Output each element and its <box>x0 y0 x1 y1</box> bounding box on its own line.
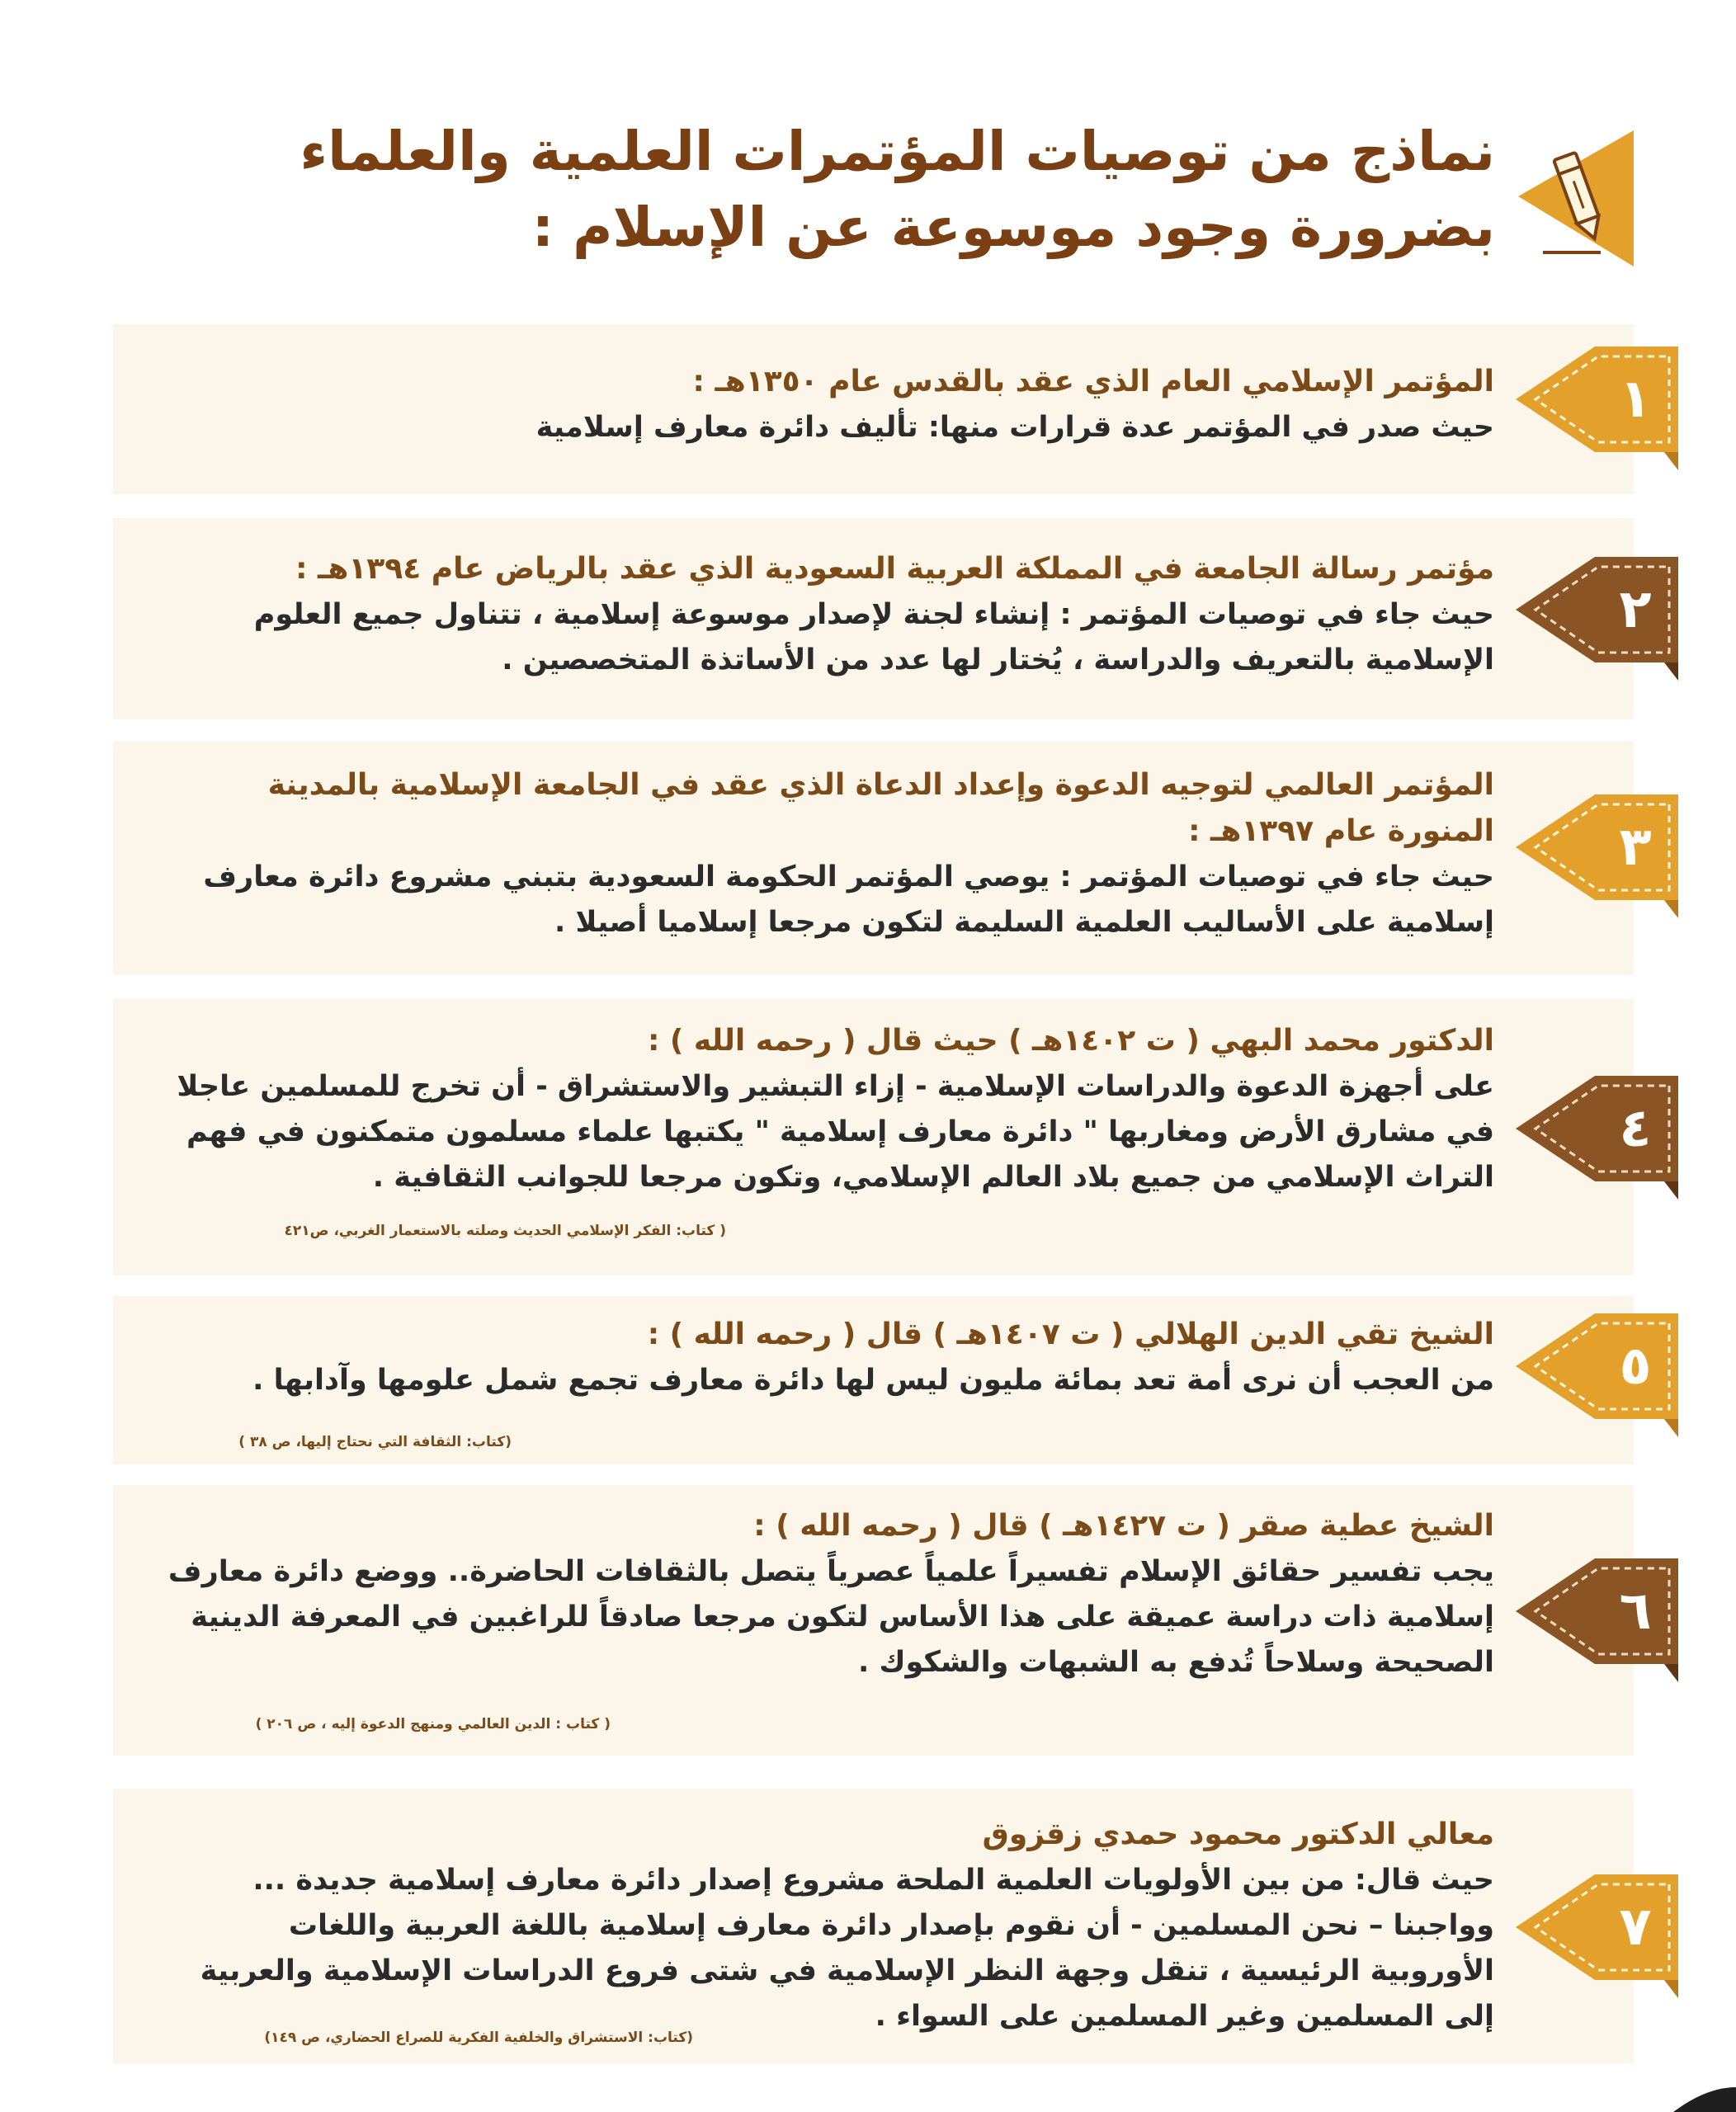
title-line-2: بضرورة وجود موسوعة عن الإسلام : <box>531 196 1495 259</box>
item-body: من العجب أن نرى أمة تعد بمائة مليون ليس لها دائرة معارف تجمع شمل علومها وآدابها . <box>252 1364 1494 1397</box>
item-heading: الدكتور محمد البهي ( ت ١٤٠٢هـ ) حيث قال ( رحمه الله ) : <box>647 1024 1494 1058</box>
badge-number: ١ <box>1619 369 1652 430</box>
item-heading: المؤتمر الإسلامي العام الذي عقد بالقدس عام ١٣٥٠هـ : <box>692 365 1494 398</box>
badge-number: ٣ <box>1619 817 1652 878</box>
item-text-7 <box>166 1812 1494 2039</box>
item-source: (كتاب: الثقافة التي نحتاج إليها، ص ٣٨ ) <box>238 1434 512 1450</box>
number-badge-7 <box>1516 1874 1681 1990</box>
badge-number: ٢ <box>1619 579 1652 640</box>
item-source: ( كتاب : الدين العالمي ومنهج الدعوة إليه ، ص ٢٠٦ ) <box>255 1716 611 1732</box>
item-body: حيث قال: من بين الأولويات العلمية الملحة مشروع إصدار دائرة معارف إسلامية جديدة ... وواجبنا – نحن المسلمين - أن نقوم بإصدار دائرة معارف إسلامية باللغة العربية واللغات الأوروبية الرئيسية ، تنقل وجهة النظر الإسلامية في شتى فروع الدراسات الإسلامية والعربية إلى المسلمين وغير المسلمين على السواء . <box>200 1864 1494 2033</box>
item-text-3 <box>166 762 1494 945</box>
item-heading: المؤتمر العالمي لتوجيه الدعوة وإعداد الدعاة الذي عقد في الجامعة الإسلامية بالمدينة المنورة عام ١٣٩٧هـ : <box>267 768 1494 848</box>
item-body: على أجهزة الدعوة والدراسات الإسلامية - إزاء التبشير والاستشراق - أن تخرج للمسلمين عاجلا في مشارق الأرض ومغاربها " دائرة معارف إسلامية " يكتبها علماء مسلمون متمكنون في فهم التراث الإسلامي من جميع بلاد العالم الإسلامي، وتكون مرجعا للجوانب الثقافية . <box>177 1070 1494 1194</box>
item-text-1 <box>166 359 1494 450</box>
corner-decoration <box>1673 2087 1736 2112</box>
item-source: ( كتاب: الفكر الإسلامي الحديث وصلته بالاستعمار الغربي، ص٤٢١ <box>284 1223 726 1239</box>
number-badge-6 <box>1516 1558 1681 1674</box>
pencil-icon <box>1518 130 1642 266</box>
badge-number: ٦ <box>1619 1581 1652 1642</box>
title-line-1: نماذج من توصيات المؤتمرات العلمية والعلماء <box>300 120 1495 183</box>
item-source: (كتاب: الاستشراق والخلفية الفكرية للصراع الحضاري، ص ١٤٩) <box>264 2030 693 2046</box>
item-heading: الشيخ عطية صقر ( ت ١٤٢٧هـ ) قال ( رحمه الله ) : <box>753 1509 1494 1543</box>
number-badge-4 <box>1516 1076 1681 1191</box>
number-badge-3 <box>1516 794 1681 910</box>
badge-number: ٧ <box>1619 1897 1652 1958</box>
number-badge-1 <box>1516 346 1681 462</box>
item-body: يجب تفسير حقائق الإسلام تفسيراً علمياً عصرياً يتصل بالثقافات الحاضرة.. ووضع دائرة معارف إسلامية ذات دراسة عميقة على هذا الأساس لتكون مرجعا صادقاً للراغبين في المعرفة الدينية الصحيحة وسلاحاً تُدفع به الشبهات والشكوك . <box>167 1555 1494 1679</box>
item-body: حيث جاء في توصيات المؤتمر : يوصي المؤتمر الحكومة السعودية بتبني مشروع دائرة معارف إسلامية على الأساليب العلمية السليمة لتكون مرجعا إسلاميا أصيلا . <box>203 860 1494 939</box>
page-title <box>175 114 1495 266</box>
number-badge-5 <box>1516 1313 1681 1429</box>
item-heading: الشيخ تقي الدين الهلالي ( ت ١٤٠٧هـ ) قال ( رحمه الله ) : <box>647 1318 1494 1351</box>
badge-number: ٤ <box>1619 1098 1652 1159</box>
item-text-5 <box>166 1312 1494 1403</box>
item-text-2 <box>166 546 1494 683</box>
item-body: حيث جاء في توصيات المؤتمر : إنشاء لجنة لإصدار موسوعة إسلامية ، تتناول جميع العلوم الإسلامية بالتعريف والدراسة ، يُختار لها عدد من الأساتذة المتخصصين . <box>253 598 1494 676</box>
item-text-4 <box>166 1018 1494 1200</box>
item-heading: مؤتمر رسالة الجامعة في المملكة العربية السعودية الذي عقد بالرياض عام ١٣٩٤هـ : <box>295 552 1494 586</box>
item-heading: معالي الدكتور محمود حمدي زقزوق <box>982 1817 1494 1851</box>
item-text-6 <box>166 1503 1494 1685</box>
number-badge-2 <box>1516 557 1681 672</box>
item-body: حيث صدر في المؤتمر عدة قرارات منها: تأليف دائرة معارف إسلامية <box>535 411 1494 444</box>
badge-number: ٥ <box>1619 1336 1652 1397</box>
